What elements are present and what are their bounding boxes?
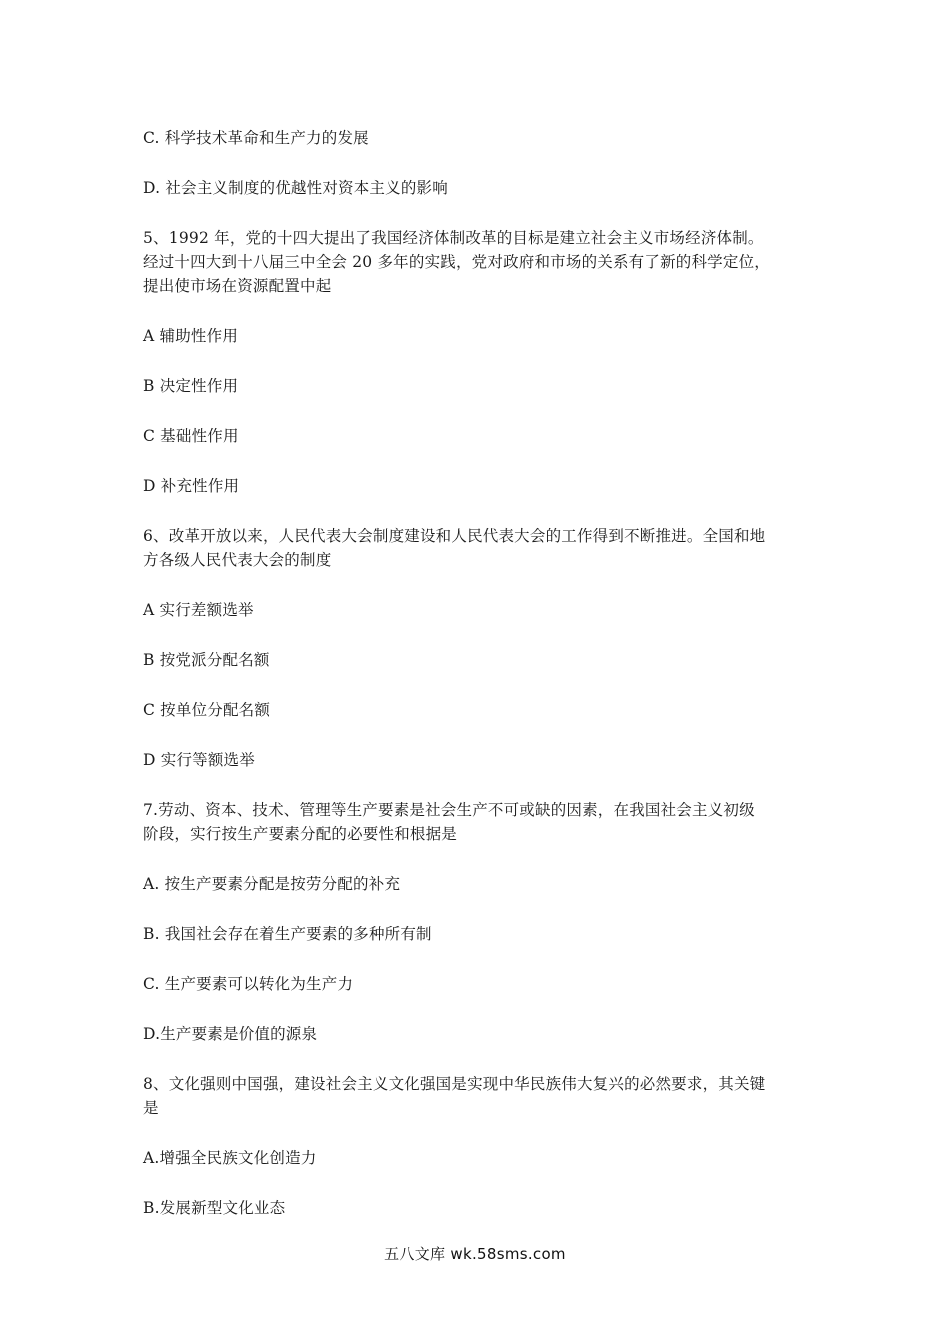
q5-option-d: D 补充性作用	[143, 477, 240, 495]
q4-option-d: D. 社会主义制度的优越性对资本主义的影响	[143, 179, 448, 197]
q5-stem-line: 提出使市场在资源配置中起	[143, 277, 332, 295]
q8-option-b: B.发展新型文化业态	[143, 1199, 286, 1217]
q5-option-b: B 决定性作用	[143, 377, 239, 395]
q6-stem	[143, 524, 813, 572]
q5-option-c: C 基础性作用	[143, 427, 239, 445]
q8-stem-line: 是	[143, 1099, 159, 1117]
q8-stem	[143, 1072, 813, 1120]
q7-stem	[143, 798, 813, 846]
page-footer: 五八文库 wk.58sms.com	[384, 1245, 566, 1263]
q5-option-a: A 辅助性作用	[143, 327, 239, 345]
q7-option-a: A. 按生产要素分配是按劳分配的补充	[143, 875, 401, 893]
q8-stem-line: 8、文化强则中国强，建设社会主义文化强国是实现中华民族伟大复兴的必然要求，其关键	[143, 1075, 766, 1093]
q7-option-b: B. 我国社会存在着生产要素的多种所有制	[143, 925, 432, 943]
q7-option-d: D.生产要素是价值的源泉	[143, 1025, 318, 1043]
q4-option-c: C. 科学技术革命和生产力的发展	[143, 129, 369, 147]
q5-stem-line: 经过十四大到十八届三中全会 20 多年的实践，党对政府和市场的关系有了新的科学定位，	[143, 253, 770, 271]
q5-stem-line: 5、1992 年，党的十四大提出了我国经济体制改革的目标是建立社会主义市场经济体制。	[143, 229, 764, 247]
q6-option-d: D 实行等额选举	[143, 751, 255, 769]
q6-stem-line: 6、改革开放以来，人民代表大会制度建设和人民代表大会的工作得到不断推进。全国和地	[143, 527, 766, 545]
q7-stem-line: 阶段，实行按生产要素分配的必要性和根据是	[143, 825, 458, 843]
q8-option-a: A.增强全民族文化创造力	[143, 1149, 317, 1167]
q6-stem-line: 方各级人民代表大会的制度	[143, 551, 332, 569]
q6-option-c: C 按单位分配名额	[143, 701, 271, 719]
q5-stem	[143, 226, 813, 298]
q6-option-a: A 实行差额选举	[143, 601, 254, 619]
q6-option-b: B 按党派分配名额	[143, 651, 270, 669]
q7-option-c: C. 生产要素可以转化为生产力	[143, 975, 354, 993]
q7-stem-line: 7.劳动、资本、技术、管理等生产要素是社会生产不可或缺的因素，在我国社会主义初级	[143, 801, 755, 819]
